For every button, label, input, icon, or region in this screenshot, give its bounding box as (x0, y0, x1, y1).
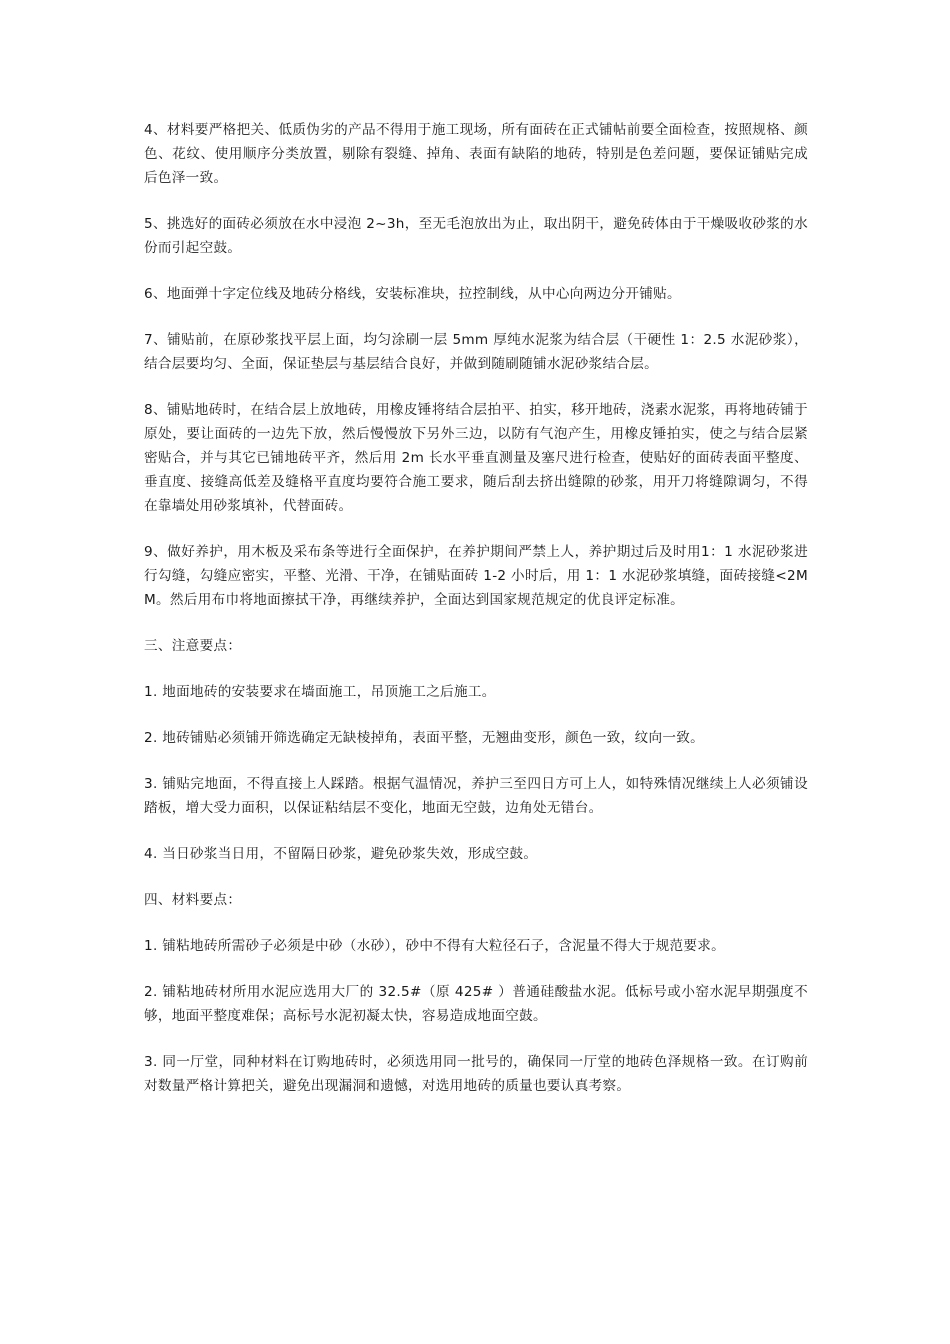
section-heading-materials: 四、材料要点： (144, 892, 242, 908)
paragraph-step-6: 6、地面弹十字定位线及地砖分格线，安装标准块，拉控制线，从中心向两边分开铺贴。 (144, 286, 681, 302)
notes-item-2: 2. 地砖铺贴必须铺开筛选确定无缺棱掉角，表面平整，无翘曲变形，颜色一致，纹向一致。 (144, 730, 705, 746)
materials-item-1: 1. 铺粘地砖所需砂子必须是中砂（水砂），砂中不得有大粒径石子，含泥量不得大于规范要求。 (144, 938, 726, 954)
notes-item-4: 4. 当日砂浆当日用，不留隔日砂浆，避免砂浆失效，形成空鼓。 (144, 846, 538, 862)
notes-item-1: 1. 地面地砖的安装要求在墙面施工，吊顶施工之后施工。 (144, 684, 496, 700)
section-heading-notes: 三、注意要点： (144, 638, 242, 654)
paragraph-step-5: 5、挑选好的面砖必须放在水中浸泡 2~3h，至无毛泡放出为止，取出阴干，避免砖体由于干燥吸收砂浆的水份而引起空鼓。 (144, 216, 808, 256)
notes-item-3: 3. 铺贴完地面，不得直接上人踩踏。根据气温情况，养护三至四日方可上人，如特殊情况继续上人必须铺设踏板，增大受力面积，以保证粘结层不变化，地面无空鼓，边角处无错台。 (144, 776, 808, 816)
paragraph-step-4: 4、材料要严格把关、低质伪劣的产品不得用于施工现场，所有面砖在正式铺帖前要全面检查，按照规格、颜色、花纹、使用顺序分类放置，剔除有裂缝、掉角、表面有缺陷的地砖，特别是色差问题，要保证铺贴完成后色泽一致。 (144, 122, 808, 186)
paragraph-step-7: 7、铺贴前，在原砂浆找平层上面，均匀涂刷一层 5mm 厚纯水泥浆为结合层（干硬性 1：2.5 水泥砂浆），结合层要均匀、全面，保证垫层与基层结合良好，并做到随刷随铺水泥砂浆结合层。 (144, 332, 808, 372)
paragraph-step-9: 9、做好养护，用木板及采布条等进行全面保护，在养护期间严禁上人，养护期过后及时用1：1 水泥砂浆进行勾缝，勾缝应密实，平整、光滑、干净，在铺贴面砖 1-2 小时后，用 1：1 水泥砂浆填缝，面砖接缝<2MM。然后用布巾将地面擦拭干净，再继续养护，全面达到国家规范规定的优良评定标准。 (144, 544, 808, 608)
materials-item-3: 3. 同一厅堂，同种材料在订购地砖时，必须选用同一批号的，确保同一厅堂的地砖色泽规格一致。在订购前对数量严格计算把关，避免出现漏洞和遗憾，对选用地砖的质量也要认真考察。 (144, 1054, 808, 1094)
materials-item-2: 2. 铺粘地砖材所用水泥应选用大厂的 32.5#（原 425# ）普通硅酸盐水泥。低标号或小窑水泥早期强度不够，地面平整度难保；高标号水泥初凝太快，容易造成地面空鼓。 (144, 984, 808, 1024)
document-body (144, 118, 808, 1120)
paragraph-step-8: 8、铺贴地砖时，在结合层上放地砖，用橡皮锤将结合层拍平、拍实，移开地砖，浇素水泥浆，再将地砖铺于原处，要让面砖的一边先下放，然后慢慢放下另外三边，以防有气泡产生，用橡皮锤拍实，使之与结合层紧密贴合，并与其它已铺地砖平齐，然后用 2m 长水平垂直测量及塞尺进行检查，使贴好的面砖表面平整度、垂直度、接缝高低差及缝格平直度均要符合施工要求，随后刮去挤出缝隙的砂浆，用开刀将缝隙调匀，不得在靠墙处用砂浆填补，代替面砖。 (144, 402, 808, 514)
